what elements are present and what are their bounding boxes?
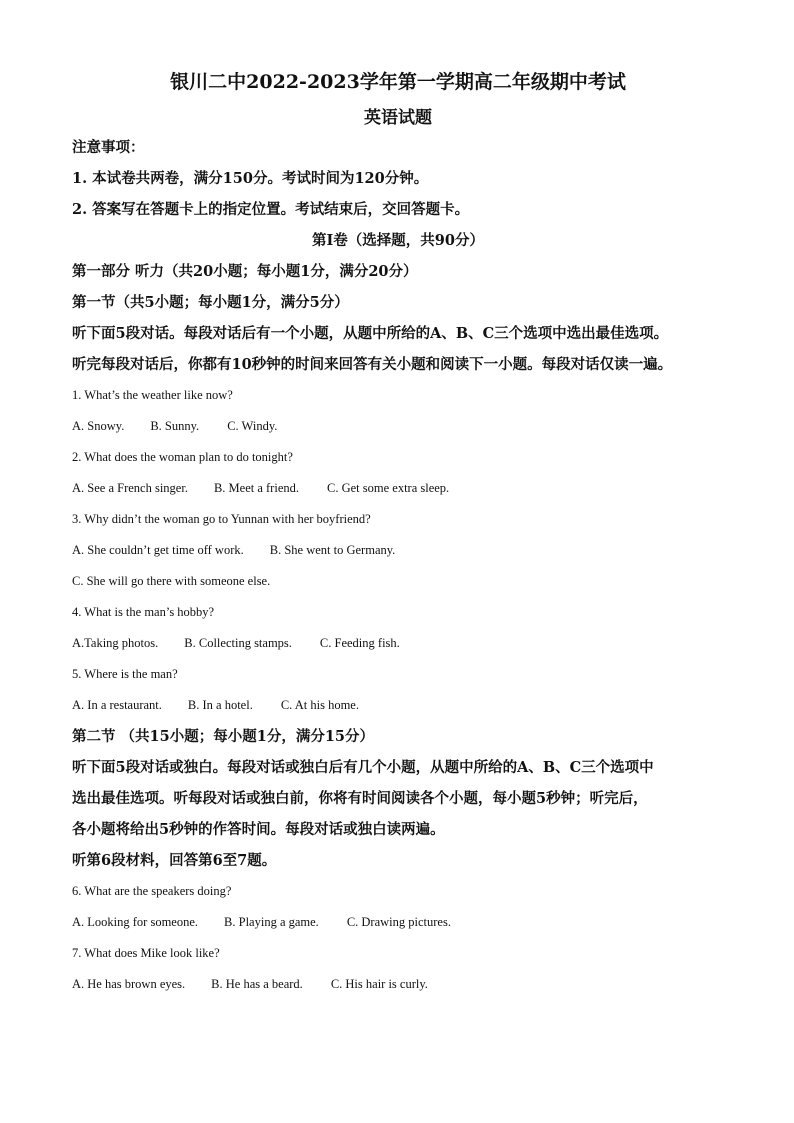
option-c: C. Get some extra sleep. xyxy=(327,481,450,495)
question-options xyxy=(72,907,724,938)
question-stem: 6. What are the speakers doing? xyxy=(72,884,232,898)
part-heading: 第一部分 听力（共20小题；每小题1分，满分20分） xyxy=(72,263,418,280)
option-b: B. In a hotel. xyxy=(187,698,253,712)
option-a: A. Looking for someone. xyxy=(72,915,199,929)
section-instructions: 听下面5段对话或独白。每段对话或独白后有几个小题，从题中所给的A、B、C三个选项中 xyxy=(72,759,654,776)
notice-item: 2. 答案写在答题卡上的指定位置。考试结束后，交回答题卡。 xyxy=(72,201,470,218)
volume-heading: 第Ⅰ卷（选择题，共90分） xyxy=(312,232,484,249)
section-instructions: 各小题将给出5秒钟的作答时间。每段对话或独白读两遍。 xyxy=(72,821,445,838)
option-a: A. In a restaurant. xyxy=(72,698,162,712)
option-b: B. Meet a friend. xyxy=(213,481,299,495)
option-a: A. Snowy. xyxy=(72,419,125,433)
notice-heading: 注意事项： xyxy=(72,139,145,156)
option-a: A. She couldn’t get time off work. xyxy=(72,543,244,557)
option-b: B. She went to Germany. xyxy=(269,543,396,557)
section-instructions: 听完每段对话后，你都有10秒钟的时间来回答有关小题和阅读下一小题。每段对话仅读一遍。 xyxy=(72,356,673,373)
section-instructions: 选出最佳选项。听每段对话或独白前，你将有时间阅读各个小题，每小题5秒钟；听完后， xyxy=(72,790,648,807)
question-stem: 2. What does the woman plan to do tonight? xyxy=(72,450,293,464)
question-options xyxy=(72,969,724,1000)
notice-item: 1. 本试卷共两卷，满分150分。考试时间为120分钟。 xyxy=(72,170,429,187)
question-options xyxy=(72,535,724,566)
option-b: B. He has a beard. xyxy=(211,977,303,991)
section-heading: 第一节（共5小题；每小题1分，满分5分） xyxy=(72,294,349,311)
option-c: C. Feeding fish. xyxy=(319,636,400,650)
question-options xyxy=(72,628,724,659)
question-stem: 4. What is the man’s hobby? xyxy=(72,605,215,619)
option-b: B. Collecting stamps. xyxy=(184,636,292,650)
exam-page xyxy=(72,66,724,1000)
option-c: C. Windy. xyxy=(227,419,278,433)
question-options xyxy=(72,690,724,721)
section-instructions: 听下面5段对话。每段对话后有一个小题，从题中所给的A、B、C三个选项中选出最佳选项。 xyxy=(72,325,669,342)
option-a: A.Taking photos. xyxy=(72,636,159,650)
option-b: B. Sunny. xyxy=(150,419,200,433)
question-options xyxy=(72,411,724,442)
option-c: C. She will go there with someone else. xyxy=(72,574,271,588)
option-a: A. See a French singer. xyxy=(72,481,188,495)
exam-subtitle: 英语试题 xyxy=(364,108,432,128)
option-c: C. Drawing pictures. xyxy=(346,915,451,929)
option-a: A. He has brown eyes. xyxy=(72,977,186,991)
question-stem: 1. What’s the weather like now? xyxy=(72,388,233,402)
option-c: C. His hair is curly. xyxy=(330,977,428,991)
question-stem: 5. Where is the man? xyxy=(72,667,178,681)
exam-title: 银川二中2022-2023学年第一学期高二年级期中考试 xyxy=(170,71,626,93)
option-b: B. Playing a game. xyxy=(224,915,319,929)
section-heading: 第二节 （共15小题；每小题1分，满分15分） xyxy=(72,728,374,745)
question-stem: 7. What does Mike look like? xyxy=(72,946,220,960)
option-c: C. At his home. xyxy=(280,698,359,712)
material-heading: 听第6段材料，回答第6至7题。 xyxy=(72,852,277,869)
question-options xyxy=(72,473,724,504)
question-stem: 3. Why didn’t the woman go to Yunnan with her boyfriend? xyxy=(72,512,371,526)
